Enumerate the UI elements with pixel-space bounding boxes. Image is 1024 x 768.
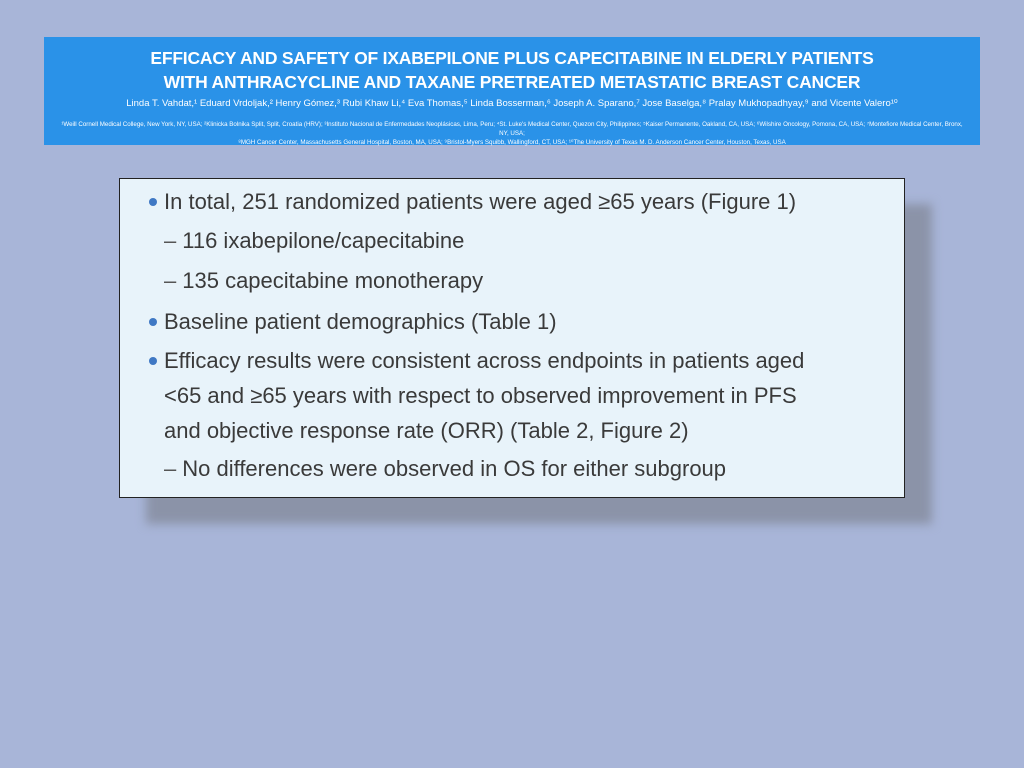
poster-title-line-2: WITH ANTHRACYCLINE AND TAXANE PRETREATED METASTATIC BREAST CANCER <box>163 72 861 92</box>
bullet-dot-2 <box>149 318 157 326</box>
sub-bullet-3a <box>164 452 726 486</box>
bullet-dot-3 <box>149 357 157 365</box>
affiliations-line-2: ⁸MGH Cancer Center, Massachusetts General Hospital, Boston, MA, USA; ⁹Bristol-Myers Squibb, Wallingford, CT, USA; ¹⁰The University of Texas M. D. Anderson Cancer Center, Houston, Texas, USA <box>238 139 786 146</box>
poster-affiliations <box>56 120 968 147</box>
bullet-1: In total, 251 randomized patients were aged ≥65 years (Figure 1) <box>164 189 797 214</box>
sub-bullet-1b-text: 135 capecitabine monotherapy <box>182 268 484 293</box>
poster-authors: Linda T. Vahdat,¹ Eduard Vrdoljak,² Henry Gómez,³ Rubi Khaw Li,⁴ Eva Thomas,⁵ Linda Bosserman,⁶ Joseph A. Sparano,⁷ Jose Baselga,⁸ Pralay Mukhopadhyay,⁹ and Vicente Valero¹⁰ <box>126 98 898 109</box>
sub-bullet-1b <box>164 264 483 298</box>
poster-title-line-1: EFFICACY AND SAFETY OF IXABEPILONE PLUS CAPECITABINE IN ELDERLY PATIENTS <box>150 48 874 68</box>
bullet-3-line-1: Efficacy results were consistent across endpoints in patients aged <box>164 348 805 373</box>
poster-title <box>44 46 980 94</box>
dash-icon: – <box>164 228 177 253</box>
dash-icon: – <box>164 268 177 293</box>
sub-bullet-1a <box>164 224 464 258</box>
dash-icon: – <box>164 456 177 481</box>
bullet-dot-1 <box>149 198 157 206</box>
bullet-3-line-2: <65 and ≥65 years with respect to observed improvement in PFS <box>164 383 797 408</box>
bullet-3-line-3: and objective response rate (ORR) (Table 2, Figure 2) <box>164 418 689 443</box>
poster-banner <box>44 37 980 145</box>
sub-bullet-3a-text: No differences were observed in OS for either subgroup <box>182 456 727 481</box>
bullet-2: Baseline patient demographics (Table 1) <box>164 309 557 334</box>
content-panel <box>119 178 905 498</box>
affiliations-line-1: ¹Weill Cornell Medical College, New York, NY, USA; ²Klinicka Bolnika Split, Split, Croatia (HRV); ³Instituto Nacional de Enfermedades Neoplásicas, Lima, Peru; ⁴St. Luke's Medical Center, Quezon City, Philippines; ⁵Kaiser Permanente, Oakland, CA, USA; ⁶Wilshire Oncology, Pomona, CA, USA; ⁷Montefiore Medical Center, Bronx, NY, USA; <box>61 121 963 137</box>
sub-bullet-1a-text: 116 ixabepilone/capecitabine <box>182 228 465 253</box>
